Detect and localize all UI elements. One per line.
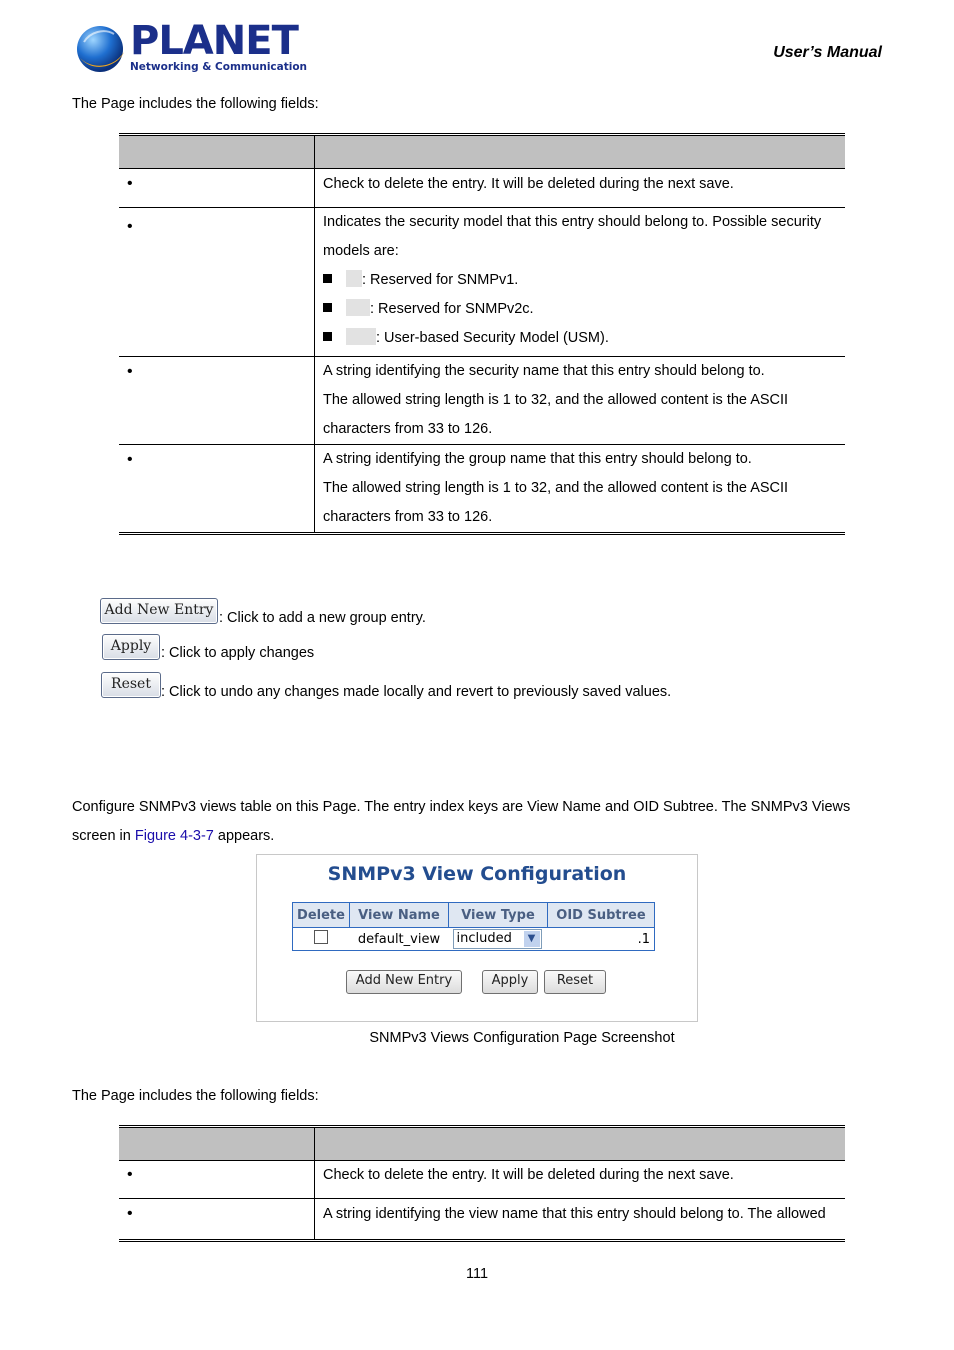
col-oid-subtree: OID Subtree — [548, 903, 655, 928]
fields-table-1 — [119, 133, 845, 535]
section2-intro-line2: screen in Figure 4-3-7 appears. — [72, 828, 275, 844]
table-row — [119, 445, 845, 534]
bullet: • — [127, 175, 133, 192]
description-cell: Indicates the security model that this entry should belong to. Possible security models are: : Reserved for SNMPv1. : Reserved for SNMPv2c. : User-based Security Model (USM). — [315, 208, 846, 357]
screenshot-apply-button[interactable]: Apply — [482, 970, 538, 994]
view-table-header — [293, 903, 655, 928]
bullet: • — [127, 218, 133, 235]
table-header-row — [119, 135, 845, 169]
bullet: • — [127, 451, 133, 468]
add-new-entry-button[interactable]: Add New Entry — [100, 598, 218, 624]
reset-button[interactable]: Reset — [101, 672, 161, 698]
table-header-row — [119, 1127, 845, 1161]
chevron-down-icon: ▼ — [524, 931, 540, 947]
figure-link[interactable]: Figure 4-3-7 — [134, 828, 214, 844]
table-row — [119, 1199, 845, 1241]
description-cell: Check to delete the entry. It will be deleted during the next save. — [315, 1161, 846, 1199]
bullet: • — [127, 1205, 133, 1222]
square-bullet-icon — [323, 332, 332, 341]
page-number: 111 — [465, 1266, 489, 1282]
object-cell — [119, 208, 315, 357]
col-view-name: View Name — [350, 903, 449, 928]
table-row — [119, 1161, 845, 1199]
add-new-entry-desc: : Click to add a new group entry. — [219, 610, 426, 626]
view-name-cell: default_view — [350, 928, 449, 951]
fields-table-2 — [119, 1125, 845, 1242]
table-row — [119, 208, 845, 357]
header-object — [119, 135, 315, 169]
bullet: • — [127, 1166, 133, 1183]
object-cell — [119, 1161, 315, 1199]
apply-desc: : Click to apply changes — [161, 645, 315, 661]
object-cell — [119, 169, 315, 208]
description-cell: A string identifying the view name that this entry should belong to. The allowed — [323, 1206, 826, 1222]
manual-title: User’s Manual — [773, 44, 882, 61]
logo-wordmark: PLANET — [130, 18, 298, 64]
description-cell: A string identifying the security name that this entry should belong to. The allowed string length is 1 to 32, and the allowed content is the ASCII characters from 33 to 126. — [315, 357, 846, 445]
object-cell — [119, 357, 315, 445]
view-type-select[interactable]: included ▼ — [453, 929, 542, 949]
planet-logo — [74, 18, 308, 78]
section1-intro: The Page includes the following fields: — [72, 96, 319, 112]
square-bullet-icon — [323, 274, 332, 283]
col-view-type: View Type — [449, 903, 548, 928]
bullet: • — [127, 363, 133, 380]
description-cell: Check to delete the entry. It will be deleted during the next save. — [315, 169, 846, 208]
delete-checkbox[interactable] — [314, 930, 328, 944]
snmpv3-view-screenshot — [256, 854, 698, 1022]
col-delete: Delete — [293, 903, 350, 928]
screenshot-reset-button[interactable]: Reset — [544, 970, 606, 994]
section2-intro-line1: Configure SNMPv3 views table on this Page. The entry index keys are View Name and OID Subtree. The SNMPv3 Views — [72, 799, 851, 815]
description-cell: A string identifying the group name that this entry should belong to. The allowed string length is 1 to 32, and the allowed content is the ASCII characters from 33 to 126. — [323, 451, 789, 525]
option-item: : Reserved for SNMPv2c. — [323, 295, 837, 324]
screenshot-title: SNMPv3 View Configuration — [327, 863, 627, 885]
object-cell — [119, 1199, 315, 1241]
table-row — [119, 169, 845, 208]
table-row — [119, 357, 845, 445]
section3-intro: The Page includes the following fields: — [72, 1088, 319, 1104]
apply-button[interactable]: Apply — [102, 634, 160, 660]
table-row — [293, 928, 655, 951]
square-bullet-icon — [323, 303, 332, 312]
oid-subtree-cell: .1 — [548, 928, 655, 951]
option-item: : User-based Security Model (USM). — [323, 324, 837, 353]
header-description — [315, 135, 846, 169]
reset-desc: : Click to undo any changes made locally and revert to previously saved values. — [161, 684, 672, 700]
view-config-table — [292, 902, 655, 951]
logo-tagline: Networking & Communication — [130, 61, 308, 73]
delete-cell — [293, 928, 350, 951]
figure-caption: SNMPv3 Views Configuration Page Screenshot — [369, 1030, 675, 1046]
screenshot-add-new-entry-button[interactable]: Add New Entry — [346, 970, 462, 994]
option-item: : Reserved for SNMPv1. — [323, 266, 837, 295]
globe-icon — [74, 22, 126, 76]
header-description — [315, 1127, 846, 1161]
header-object — [119, 1127, 315, 1161]
view-type-cell — [449, 928, 548, 951]
object-cell — [119, 445, 315, 534]
